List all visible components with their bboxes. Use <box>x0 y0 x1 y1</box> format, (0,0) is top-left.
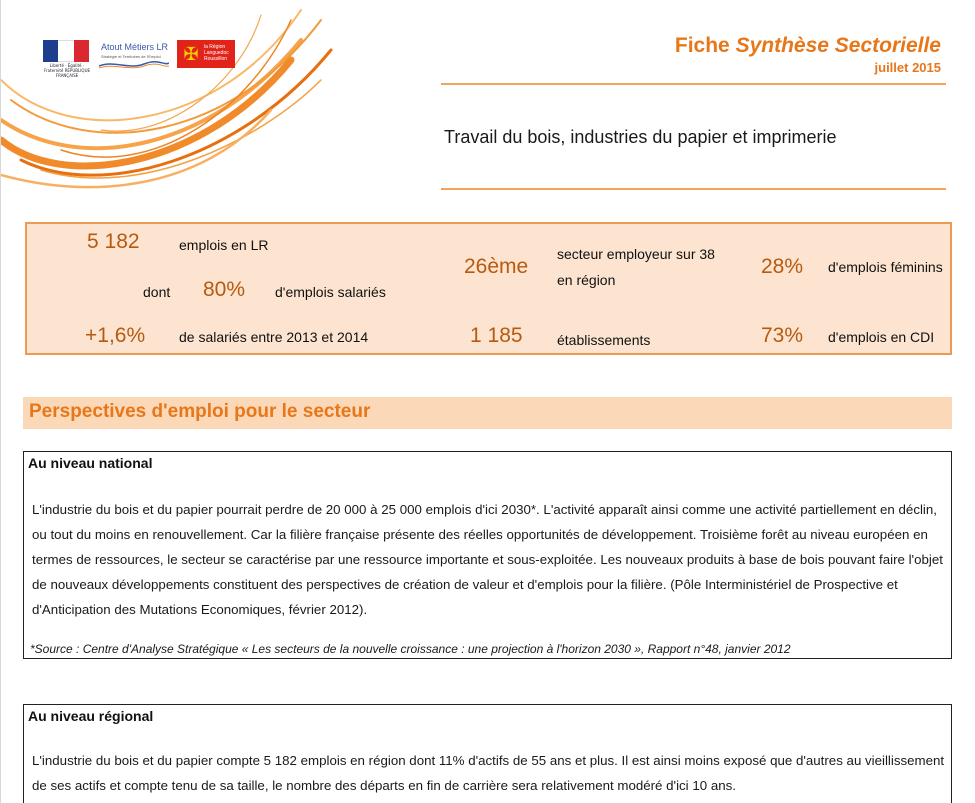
region-lr-logo <box>177 40 235 68</box>
kpi-cdi-value: 73% <box>761 324 804 347</box>
rf-motto: Liberté · Égalité · Fraternité RÉPUBLIQUE FRANÇAISE <box>43 63 91 78</box>
kpi-dont-label: dont <box>143 284 171 300</box>
document-date: juillet 2015 <box>874 60 941 75</box>
amlr-wave-icon <box>99 60 169 70</box>
header-rule-top <box>441 83 946 85</box>
kpi-emplois-label: emplois en LR <box>179 237 269 253</box>
header-rule-bottom <box>441 188 946 190</box>
kpi-etablissements-value: 1 185 <box>470 324 523 347</box>
national-heading: Au niveau national <box>28 455 153 471</box>
kpi-rang-label-line1: secteur employeur sur 38 <box>557 246 715 262</box>
regional-box <box>23 704 952 803</box>
kpi-salaries-value: 80% <box>203 278 246 301</box>
kpi-etablissements-label: établissements <box>557 332 651 348</box>
atout-metiers-logo <box>99 40 171 78</box>
kpi-feminins-label: d'emplois féminins <box>828 259 943 275</box>
kpi-emplois-value: 5 182 <box>87 230 140 253</box>
national-source: *Source : Centre d'Analyse Stratégique « Les secteurs de la nouvelle croissance : une projection à l'horizon 2030 », Rapport n°48, janvier 2012 <box>30 642 791 656</box>
decorative-swirl <box>1 0 341 200</box>
national-body: L'industrie du bois et du papier pourrait perdre de 20 000 à 25 000 emplois d'ici 2030*. L'activité apparaît ainsi comme une activité partiellement en déclin, ou tout du moins en renouvellement. Car la filière française présente des réelles opportunités de développement. Troisième forêt au niveau européen en termes de ressources, le secteur se caractérise par une ressource importante et sous-exploitée. Les nouveaux produits à base de bois pouvant faire l'objet de nouveaux développements constituent des perspectives de création de valeur et d'emplois pour la filière. (Pôle Interministériel de Prospective et d'Anticipation des Mutations Economiques, février 2012). <box>32 502 943 617</box>
partner-logos <box>41 40 235 78</box>
section-title: Perspectives d'emploi pour le secteur <box>29 401 371 422</box>
regional-heading: Au niveau régional <box>28 708 154 724</box>
national-box <box>23 451 952 659</box>
amlr-name: Atout Métiers LR <box>101 42 169 52</box>
kpi-evolution-value: +1,6% <box>85 324 146 347</box>
document-type-title: Fiche Synthèse Sectorielle <box>674 34 941 57</box>
republique-francaise-logo <box>41 40 93 78</box>
amlr-subtitle: Stratégie et Territoires de l'Emploi <box>101 54 161 59</box>
kpi-rang-label-line2: en région <box>557 272 616 288</box>
kpi-cdi-label: d'emplois en CDI <box>828 329 935 345</box>
kpi-evolution-label: de salariés entre 2013 et 2014 <box>179 329 369 345</box>
kpi-rang-value: 26ème <box>464 255 529 278</box>
occitan-cross-icon: ✠ <box>183 44 199 64</box>
kpi-feminins-value: 28% <box>761 255 804 278</box>
key-figures-box <box>25 222 952 355</box>
sector-title: Travail du bois, industries du papier et imprimerie <box>444 127 837 147</box>
kpi-salaries-label: d'emplois salariés <box>275 284 386 300</box>
regional-body: L'industrie du bois et du papier compte 5 182 emplois en région dont 11% d'actifs de 55 ans et plus. Il est ainsi moins exposé que d'autres au vieillissement de ses actifs et compte tenu de sa taille, le nombre des départs en fin de carrière sera relativement modéré d'ici 10 ans. <box>32 753 945 793</box>
region-name: la Région Languedoc Roussillon <box>204 44 229 62</box>
